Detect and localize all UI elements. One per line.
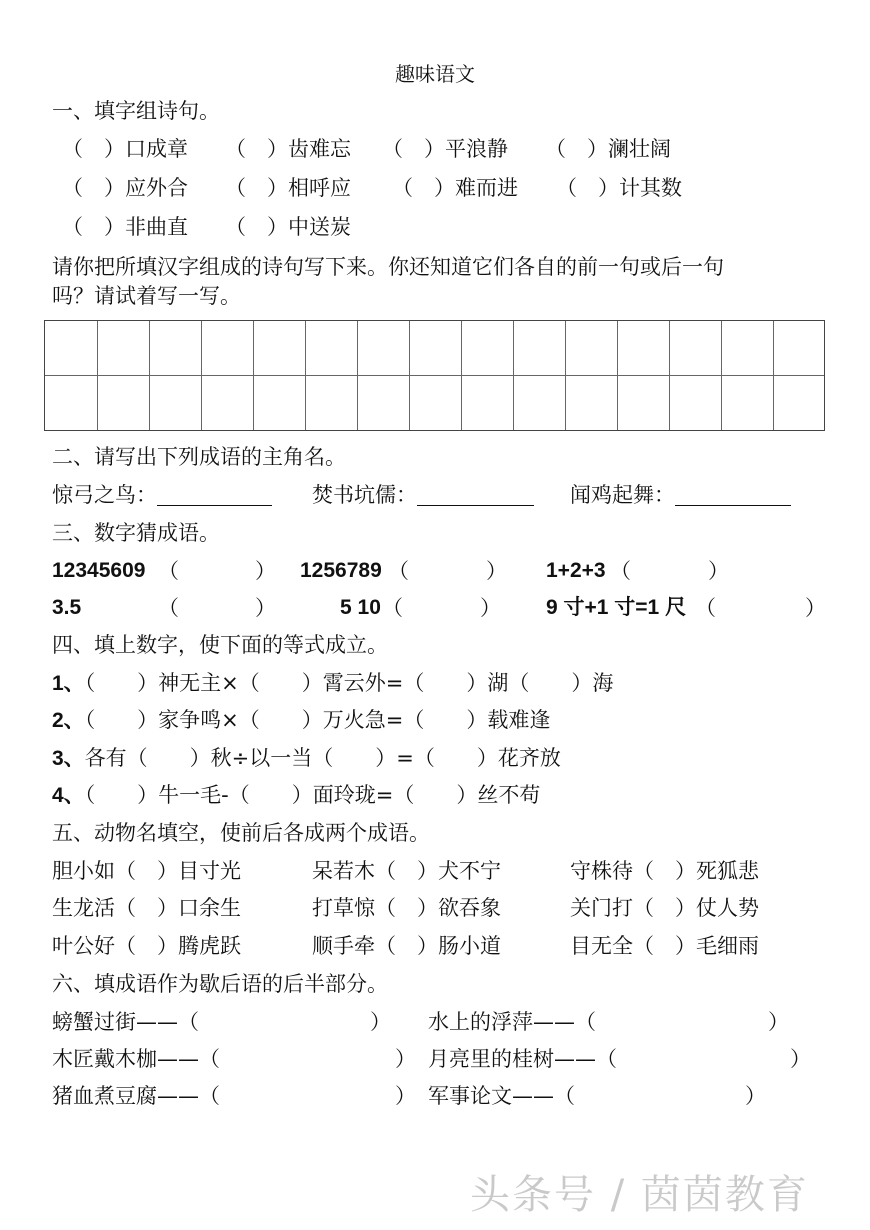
- xiehouyu-item: 军事论文——（: [428, 1084, 575, 1108]
- close-paren: ）: [790, 1047, 811, 1071]
- close-paren: ）: [745, 1084, 766, 1108]
- equation-item: 2、（ ）家争鸣×（ ）万火急=（ ）载难逢: [52, 708, 551, 732]
- page-title: 趣味语文: [395, 62, 475, 86]
- animal-idiom-item: 守株待（ ）死狐悲: [570, 859, 759, 883]
- open-paren: （: [610, 559, 631, 583]
- section-6-heading: 六、填成语作为歇后语的后半部分。: [52, 972, 388, 996]
- poem-blank-item: （ ）非曲直: [62, 215, 188, 239]
- close-paren: ）: [255, 559, 276, 583]
- animal-idiom-item: 顺手牵（ ）肠小道: [312, 934, 501, 958]
- idiom-character-item: 闻鸡起舞：: [570, 480, 791, 510]
- xiehouyu-item: 螃蟹过街——（: [52, 1010, 199, 1034]
- open-paren: （: [695, 596, 716, 620]
- open-paren: （: [382, 596, 403, 620]
- close-paren: ）: [805, 596, 826, 620]
- writing-grid[interactable]: [44, 320, 825, 431]
- animal-idiom-item: 关门打（ ）仗人势: [570, 896, 759, 920]
- idiom-character-item: 焚书坑儒：: [312, 480, 534, 510]
- section-1-instruction: 请你把所填汉字组成的诗句写下来。你还知道它们各自的前一句或后一句: [52, 255, 724, 279]
- answer-blank[interactable]: [157, 483, 272, 506]
- number-riddle: 1+2+3: [546, 559, 606, 582]
- close-paren: ）: [395, 1084, 416, 1108]
- section-1-instruction-cont: 吗？请试着写一写。: [52, 284, 241, 308]
- open-paren: （: [388, 559, 409, 583]
- xiehouyu-item: 木匠戴木枷——（: [52, 1047, 220, 1071]
- equation-item: 3、各有（ ）秋÷以一当（ ）=（ ）花齐放: [52, 746, 561, 770]
- close-paren: ）: [370, 1010, 391, 1034]
- equation-item: 4、（ ）牛一毛-（ ）面玲珑=（ ）丝不苟: [52, 783, 541, 807]
- section-2-heading: 二、请写出下列成语的主角名。: [52, 445, 346, 469]
- close-paren: ）: [768, 1010, 789, 1034]
- poem-blank-item: （ ）难而进: [392, 176, 518, 200]
- open-paren: （: [158, 559, 179, 583]
- animal-idiom-item: 目无全（ ）毛细雨: [570, 934, 759, 958]
- poem-blank-item: （ ）平浪静: [382, 137, 508, 161]
- poem-blank-item: （ ）相呼应: [225, 176, 351, 200]
- close-paren: ）: [255, 596, 276, 620]
- poem-blank-item: （ ）澜壮阔: [545, 137, 671, 161]
- animal-idiom-item: 生龙活（ ）口余生: [52, 896, 241, 920]
- poem-blank-item: （ ）应外合: [62, 176, 188, 200]
- section-3-heading: 三、数字猜成语。: [52, 521, 220, 545]
- number-riddle: 5 10: [340, 596, 381, 619]
- poem-blank-item: （ ）齿难忘: [225, 137, 351, 161]
- xiehouyu-item: 月亮里的桂树——（: [428, 1047, 617, 1071]
- poem-blank-item: （ ）中送炭: [225, 215, 351, 239]
- watermark: 头条号 / 茵茵教育: [470, 1172, 809, 1218]
- xiehouyu-item: 水上的浮萍——（: [428, 1010, 596, 1034]
- section-5-heading: 五、动物名填空，使前后各成两个成语。: [52, 821, 430, 845]
- animal-idiom-item: 胆小如（ ）目寸光: [52, 859, 241, 883]
- close-paren: ）: [395, 1047, 416, 1071]
- number-riddle: 3.5: [52, 596, 82, 619]
- idiom-character-item: 惊弓之鸟：: [52, 480, 272, 510]
- close-paren: ）: [486, 559, 507, 583]
- close-paren: ）: [708, 559, 729, 583]
- number-riddle: 12345609: [52, 559, 146, 582]
- animal-idiom-item: 打草惊（ ）欲吞象: [312, 896, 501, 920]
- xiehouyu-item: 猪血煮豆腐——（: [52, 1084, 220, 1108]
- number-riddle: 1256789: [300, 559, 382, 582]
- animal-idiom-item: 呆若木（ ）犬不宁: [312, 859, 501, 883]
- animal-idiom-item: 叶公好（ ）腾虎跃: [52, 934, 241, 958]
- equation-item: 1、（ ）神无主×（ ）霄云外=（ ）湖（ ）海: [52, 671, 614, 695]
- answer-blank[interactable]: [675, 483, 791, 506]
- poem-blank-item: （ ）口成章: [62, 137, 188, 161]
- answer-blank[interactable]: [417, 483, 534, 506]
- number-riddle: 9 寸+1 寸=1 尺: [546, 596, 687, 619]
- open-paren: （: [158, 596, 179, 620]
- poem-blank-item: （ ）计其数: [556, 176, 682, 200]
- close-paren: ）: [480, 596, 501, 620]
- section-1-heading: 一、填字组诗句。: [52, 99, 220, 123]
- section-4-heading: 四、填上数字，使下面的等式成立。: [52, 633, 388, 657]
